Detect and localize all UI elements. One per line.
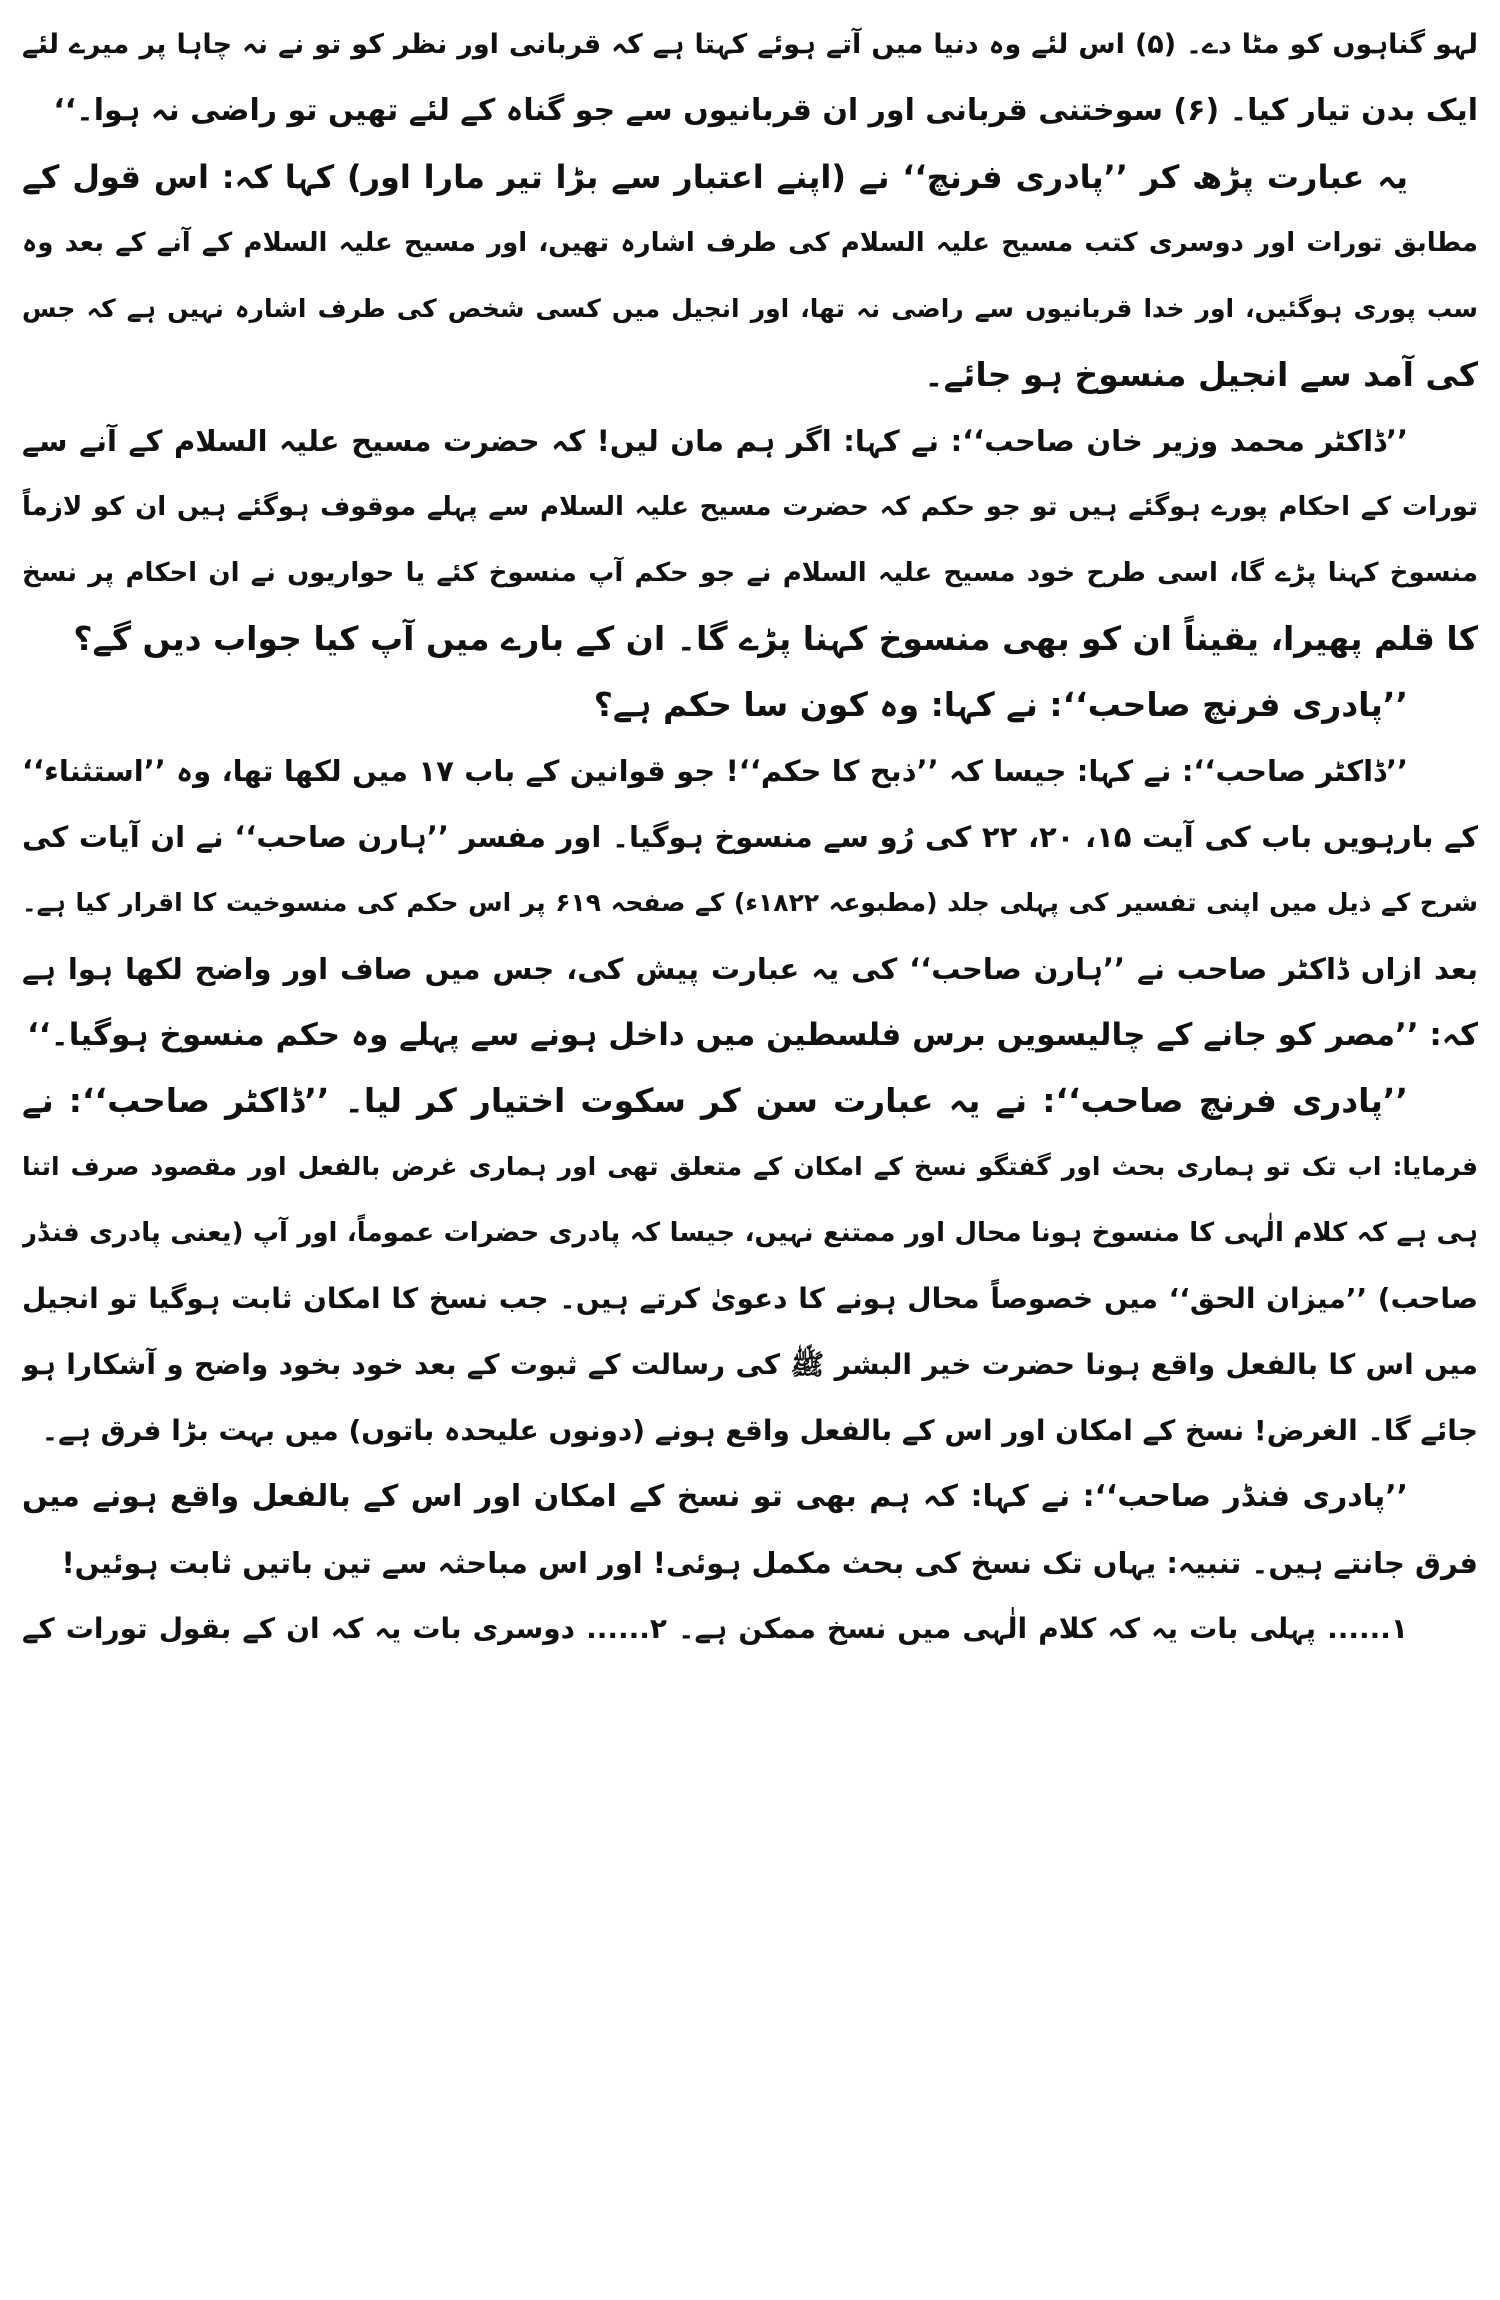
text-line: ایک بدن تیار کیا۔ (۶) سوختنی قربانی اور ان قربانیوں سے جو گناہ کے لئے تھیں تو راضی نہ ہوا۔‘‘	[53, 93, 1478, 128]
text-line: منسوخ کہنا پڑے گا، اسی طرح خود مسیح علیہ السلام نے جو حکم آپ منسوخ کئے یا حواریوں نے ان احکام پر نسخ	[22, 558, 1478, 588]
document-page	[22, 12, 1478, 2288]
text-line: صاحب) ’’میزان الحق‘‘ میں خصوصاً محال ہونے کا دعویٰ کرتے ہیں۔ جب نسخ کا امکان ثابت ہوگیا تو انجیل	[22, 1282, 1478, 1315]
text-line: ’’پادری فنڈر صاحب‘‘: نے کہا: کہ ہم بھی تو نسخ کے امکان اور اس کے بالفعل واقع ہونے میں	[22, 1479, 1408, 1514]
text-line: ’’ڈاکٹر محمد وزیر خان صاحب‘‘: نے کہا: اگر ہم مان لیں! کہ حضرت مسیح علیہ السلام کے آنے سے	[22, 424, 1408, 458]
text-line: کی آمد سے انجیل منسوخ ہو جائے۔	[924, 355, 1478, 394]
text-line: میں اس کا بالفعل واقع ہونا حضرت خیر البشر ﷺ کی رسالت کے ثبوت کے بعد خود بخود واضح و آشکارا ہو	[22, 1348, 1478, 1381]
text-line: فرق جانتے ہیں۔ تنبیہ: یہاں تک نسخ کی بحث مکمل ہوئی! اور اس مباحثہ سے تین باتیں ثابت ہوئیں!	[61, 1546, 1478, 1580]
text-line: تورات کے احکام پورے ہوگئے ہیں تو جو حکم کہ حضرت مسیح علیہ السلام سے پہلے موقوف ہوگئے ہیں ان کو لازماً	[22, 492, 1478, 522]
text-line: کے بارہویں باب کی آیت ۱۵، ۲۰، ۲۲ کی رُو سے منسوخ ہوگیا۔ اور مفسر ’’ہارن صاحب‘‘ نے ان آیات کی	[22, 820, 1478, 854]
text-line: کا قلم پھیرا، یقیناً ان کو بھی منسوخ کہنا پڑے گا۔ ان کے بارے میں آپ کیا جواب دیں گے؟	[73, 619, 1478, 658]
text-line: سب پوری ہوگئیں، اور خدا قربانیوں سے راضی نہ تھا، اور انجیل میں کسی شخص کی طرف اشارہ نہیں ہے کہ جس	[22, 294, 1478, 323]
text-line: ہی ہے کہ کلام الٰہی کا منسوخ ہونا محال اور ممتنع نہیں، جیسا کہ پادری حضرات عموماً، اور آپ (یعنی پادری فنڈر	[22, 1218, 1478, 1248]
text-line: شرح کے ذیل میں اپنی تفسیر کی پہلی جلد (مطبوعہ ۱۸۲۲ء) کے صفحہ ۶۱۹ پر اس حکم کی منسوخیت کا اقرار کیا ہے۔	[22, 888, 1478, 917]
text-line: کہ: ’’مصر کو جانے کے چالیسویں برس فلسطین میں داخل ہونے سے پہلے وہ حکم منسوخ ہوگیا۔‘‘	[27, 1017, 1478, 1053]
text-line: بعد ازاں ڈاکٹر صاحب نے ’’ہارن صاحب‘‘ کی یہ عبارت پیش کی، جس میں صاف اور واضح لکھا ہوا ہے	[22, 952, 1478, 986]
text-line: ’’پادری فرنچ صاحب‘‘: نے کہا: وہ کون سا حکم ہے؟	[593, 685, 1408, 724]
text-line: فرمایا: اب تک تو ہماری بحث اور گفتگو نسخ کے امکان کے متعلق تھی اور ہماری غرض بالفعل اور مقصود صرف اتنا	[22, 1152, 1478, 1181]
text-line: جائے گا۔ الغرض! نسخ کے امکان اور اس کے بالفعل واقع ہونے (دونوں علیحدہ باتوں) میں بہت بڑا فرق ہے۔	[41, 1414, 1478, 1447]
text-line: مطابق تورات اور دوسری کتب مسیح علیہ السلام کی طرف اشارہ تھیں، اور مسیح علیہ السلام کے آنے کے بعد وہ	[22, 228, 1478, 258]
text-line: ۱...... پہلی بات یہ کہ کلام الٰہی میں نسخ ممکن ہے۔ ۲...... دوسری بات یہ کہ ان کے بقول تورات کے	[22, 1612, 1408, 1645]
text-line: ’’پادری فرنچ صاحب‘‘: نے یہ عبارت سن کر سکوت اختیار کر لیا۔ ’’ڈاکٹر صاحب‘‘: نے	[22, 1081, 1408, 1120]
text-line: یہ عبارت پڑھ کر ’’پادری فرنچ‘‘ نے (اپنے اعتبار سے بڑا تیر مارا اور) کہا کہ: اس قول کے	[22, 158, 1408, 196]
text-line: ’’ڈاکٹر صاحب‘‘: نے کہا: جیسا کہ ’’ذبح کا حکم‘‘! جو قوانین کے باب ۱۷ میں لکھا تھا، وہ ’’استثناء‘‘	[22, 754, 1408, 788]
text-line: لہو گناہوں کو مٹا دے۔ (۵) اس لئے وہ دنیا میں آتے ہوئے کہتا ہے کہ قربانی اور نظر کو تو نے نہ چاہا پر میرے لئے	[22, 29, 1478, 60]
